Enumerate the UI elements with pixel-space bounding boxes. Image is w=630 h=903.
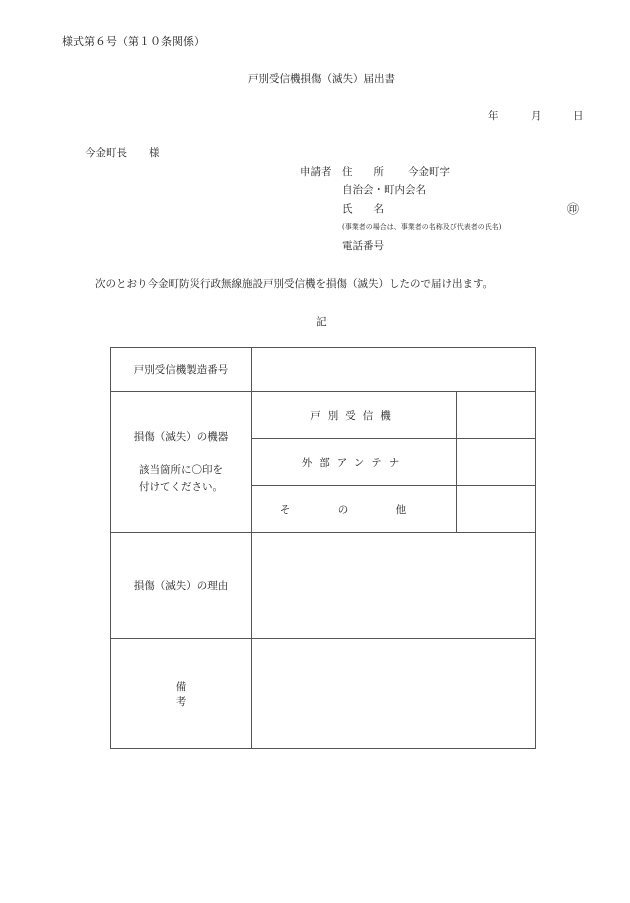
date-month-label: 月 [531, 110, 542, 122]
device-row [111, 392, 536, 439]
reason-label: 損傷（滅失）の理由 [111, 533, 252, 639]
applicant-label: 申請者 [300, 166, 332, 178]
remarks-row [111, 639, 536, 749]
damaged-hint-line2: 付けてください。 [139, 480, 223, 493]
reason-input-cell[interactable] [252, 533, 536, 639]
damaged-equipment-cell [111, 392, 252, 533]
damaged-hint-line1: 該当箇所に〇印を [139, 463, 223, 476]
serial-row [111, 348, 536, 392]
date-year-label: 年 [488, 110, 499, 122]
device-antenna-mark-cell[interactable] [457, 439, 536, 486]
damaged-hint [111, 462, 251, 496]
form-number: 様式第６号（第１０条関係） [62, 35, 205, 48]
damaged-equipment-label: 損傷（滅失）の機器 [133, 430, 229, 443]
device-receiver-mark-cell[interactable] [457, 392, 536, 439]
device-other-mark-cell[interactable] [457, 486, 536, 533]
association-label: 自治会・町内会名 [342, 184, 426, 196]
date-day-label: 日 [573, 110, 584, 122]
business-note: (事業者の場合は、事業者の名称及び代表者の氏名) [342, 223, 502, 231]
name-label: 氏 名 [342, 203, 384, 215]
serial-input-cell[interactable] [252, 348, 536, 392]
remarks-label: 備考 [111, 639, 252, 749]
document-title: 戸別受信機損傷（滅失）届出書 [248, 73, 395, 85]
form-table [110, 347, 536, 749]
seal-mark: ㊞ [567, 202, 580, 216]
address-label: 住 所 [342, 166, 384, 178]
remarks-input-cell[interactable] [252, 639, 536, 749]
addressee-name: 今金町長 [85, 147, 127, 159]
device-antenna-label: 外部アンテナ [252, 439, 457, 486]
serial-label: 戸別受信機製造番号 [111, 348, 252, 392]
statement-text: 次のとおり今金町防災行政無線施設戸別受信機を損傷（滅失）したので届け出ます。 [95, 278, 494, 290]
phone-label: 電話番号 [342, 240, 384, 252]
reason-row [111, 533, 536, 639]
address-value: 今金町字 [408, 166, 450, 178]
ki-heading: 記 [316, 316, 327, 328]
device-receiver-label: 戸別受信機 [252, 392, 457, 439]
device-other-label: そ の 他 [252, 486, 457, 533]
addressee-honorific: 様 [149, 147, 160, 159]
